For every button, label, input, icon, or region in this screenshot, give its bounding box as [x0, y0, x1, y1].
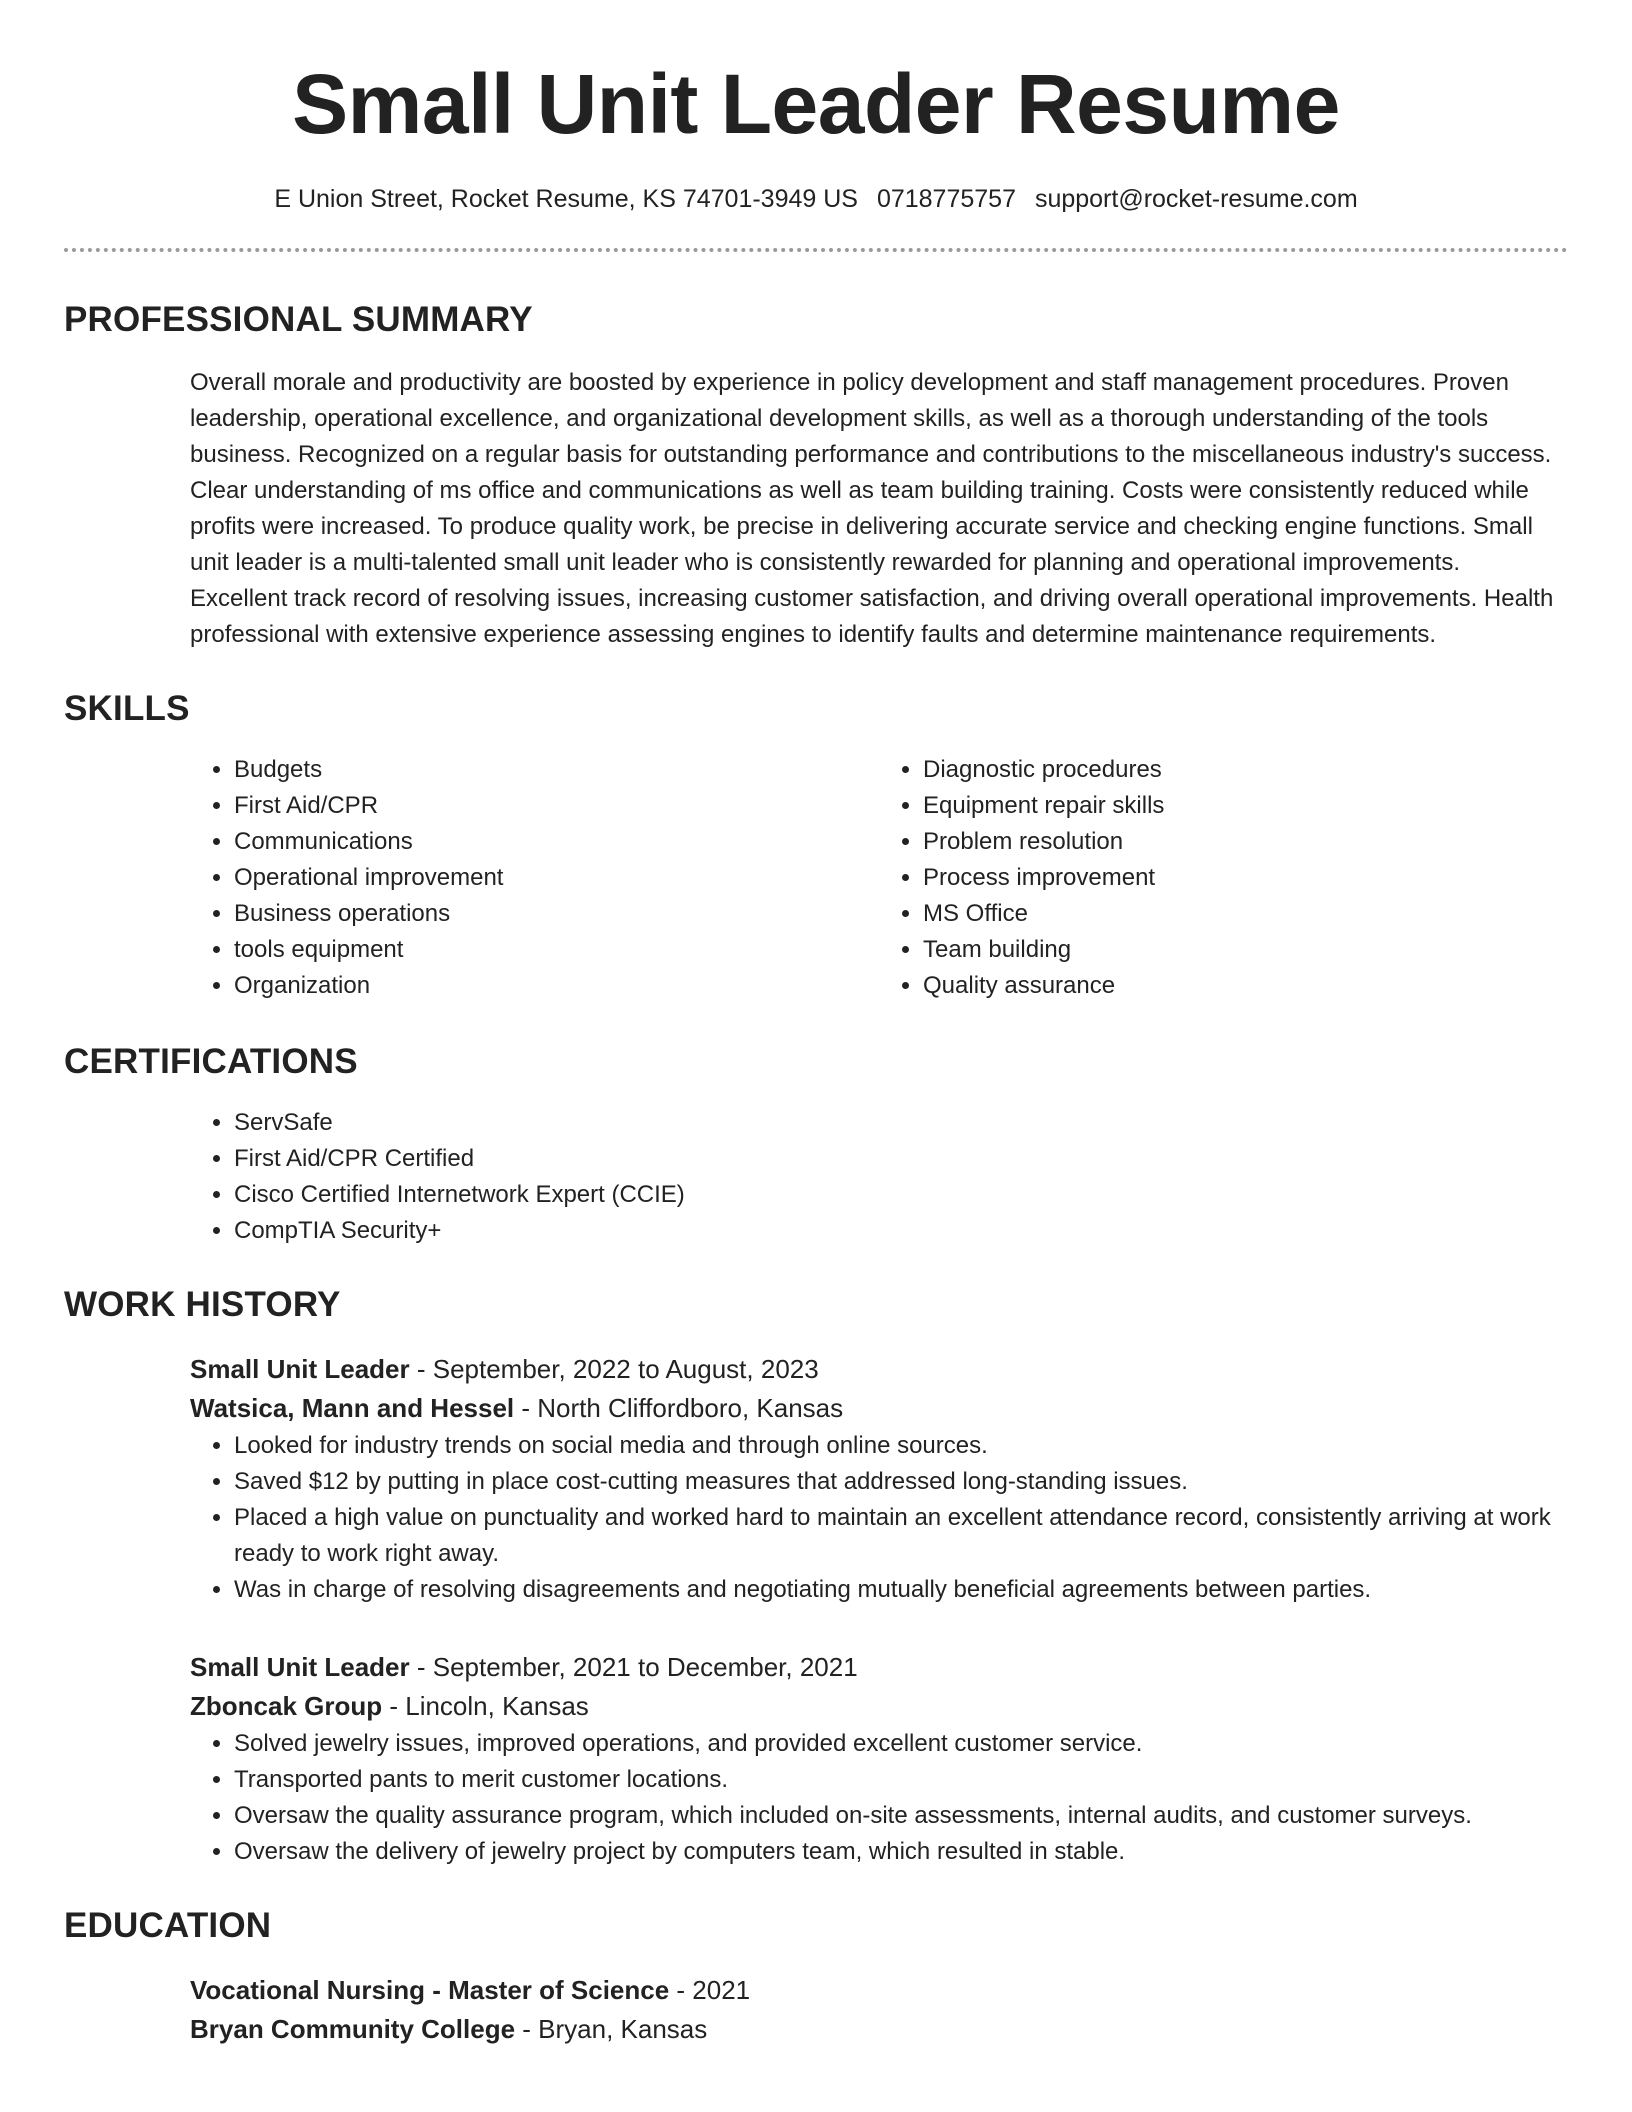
section-title-summary: PROFESSIONAL SUMMARY — [64, 300, 533, 339]
job-bullet: • Saved $12 by putting in place cost-cutting measures that addressed long-standing issues. — [234, 1464, 1568, 1500]
job-role: Small Unit Leader — [190, 1354, 410, 1384]
skill-item: • MS Office — [923, 896, 1568, 932]
education-year: - 2021 — [669, 1975, 751, 2005]
job-dates: - September, 2022 to August, 2023 — [409, 1354, 819, 1384]
resume-title: Small Unit Leader Resume — [292, 57, 1340, 151]
skill-item: • Business operations — [234, 896, 879, 932]
job-company: Zboncak Group — [190, 1691, 383, 1721]
certification-item: • CompTIA Security+ — [234, 1213, 1568, 1249]
skill-item: • Problem resolution — [923, 824, 1568, 860]
contact-email: support@rocket-resume.com — [1034, 185, 1358, 213]
skill-item: • Operational improvement — [234, 860, 879, 896]
contact-line — [64, 184, 1568, 214]
job-bullet: • Oversaw the delivery of jewelry project by computers team, which resulted in stable. — [234, 1834, 1568, 1870]
education-location: - Bryan, Kansas — [515, 2014, 708, 2044]
job-company: Watsica, Mann and Hessel — [190, 1393, 515, 1423]
certifications-list — [190, 1105, 1568, 1249]
skill-item: • Quality assurance — [923, 968, 1568, 1004]
job-company-line — [190, 1389, 1568, 1428]
certification-item: • Cisco Certified Internetwork Expert (CCIE) — [234, 1177, 1568, 1213]
job-location: - North Cliffordboro, Kansas — [514, 1393, 844, 1423]
education-degree-line — [190, 1971, 1568, 2010]
summary-text: Overall morale and productivity are boosted by experience in policy development and staff management procedures. Proven leadership, operational excellence, and organizational development skills, as well as a thorough understanding of the tools business. Recognized on a regular basis for outstanding performance and contributions to the miscellaneous industry's success. Clear understanding of ms office and communications as well as team building training. Costs were consistently reduced while profits were increased. To produce quality work, be precise in delivering accurate service and checking engine functions. Small unit leader is a multi-talented small unit leader who is consistently rewarded for planning and operational improvements. Excellent track record of resolving issues, increasing customer satisfaction, and driving overall operational improvements. Health professional with extensive experience assessing engines to identify faults and determine maintenance requirements. — [190, 369, 1554, 648]
education-school-line — [190, 2010, 1568, 2049]
section-title-work-history: WORK HISTORY — [64, 1285, 341, 1324]
certification-item: • First Aid/CPR Certified — [234, 1141, 1568, 1177]
skills-list — [190, 752, 1568, 1004]
job-entry — [190, 1648, 1568, 1870]
skill-item: • First Aid/CPR — [234, 788, 879, 824]
skill-item: • Budgets — [234, 752, 879, 788]
header-divider — [64, 248, 1568, 252]
job-company-line — [190, 1687, 1568, 1726]
job-bullet: • Transported pants to merit customer locations. — [234, 1762, 1568, 1798]
skill-item: • Team building — [923, 932, 1568, 968]
section-title-certifications: CERTIFICATIONS — [64, 1042, 358, 1081]
section-title-skills: SKILLS — [64, 689, 190, 728]
education-entry — [190, 1971, 1568, 2049]
section-title-education: EDUCATION — [64, 1906, 272, 1945]
job-bullets — [190, 1428, 1568, 1608]
skill-item: • Equipment repair skills — [923, 788, 1568, 824]
contact-phone: 0718775757 — [876, 185, 1016, 213]
job-dates: - September, 2021 to December, 2021 — [409, 1652, 858, 1682]
education-school: Bryan Community College — [190, 2014, 516, 2044]
job-role: Small Unit Leader — [190, 1652, 410, 1682]
skill-item: • Organization — [234, 968, 879, 1004]
skill-item: • tools equipment — [234, 932, 879, 968]
contact-address: E Union Street, Rocket Resume, KS 74701-3949 US — [274, 185, 858, 213]
job-bullet: • Placed a high value on punctuality and worked hard to maintain an excellent attendance record, consistently arriving at work ready to work right away. — [234, 1500, 1568, 1572]
job-location: - Lincoln, Kansas — [382, 1691, 589, 1721]
job-bullet: • Was in charge of resolving disagreements and negotiating mutually beneficial agreements between parties. — [234, 1572, 1568, 1608]
job-bullet: • Oversaw the quality assurance program, which included on-site assessments, internal audits, and customer surveys. — [234, 1798, 1568, 1834]
job-entry — [190, 1350, 1568, 1608]
skill-item: • Diagnostic procedures — [923, 752, 1568, 788]
skills-column-right — [879, 752, 1568, 1004]
education-degree: Vocational Nursing - Master of Science — [190, 1975, 670, 2005]
skill-item: • Communications — [234, 824, 879, 860]
job-role-line — [190, 1648, 1568, 1687]
job-role-line — [190, 1350, 1568, 1389]
job-bullets — [190, 1726, 1568, 1870]
skill-item: • Process improvement — [923, 860, 1568, 896]
skills-column-left — [190, 752, 879, 1004]
job-bullet: • Solved jewelry issues, improved operations, and provided excellent customer service. — [234, 1726, 1568, 1762]
job-bullet: • Looked for industry trends on social media and through online sources. — [234, 1428, 1568, 1464]
certification-item: • ServSafe — [234, 1105, 1568, 1141]
